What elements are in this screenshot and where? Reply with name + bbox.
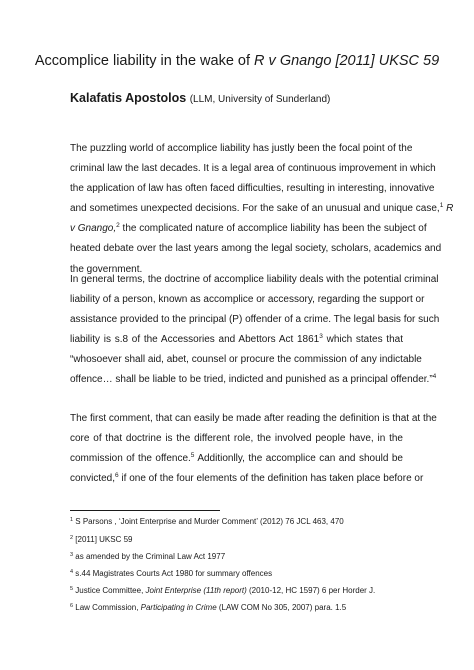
footnote-number: 1 [70, 517, 74, 523]
paragraph-text: liability is s.8 of the Accessories and Abettors Act 1861 [70, 334, 320, 346]
footnote-ref: 5 [190, 452, 195, 460]
paragraph-line: “whosoever shall aid, abet, counsel or procure the commission of any indictable [70, 354, 422, 366]
paragraph-3 [70, 409, 437, 489]
paragraph-line: heated debate over the last years among the legal society, scholars, academics and [70, 243, 442, 255]
paragraph-line: criminal law the last decades. It is a legal area of continuous improvement in which [70, 163, 436, 175]
footnote-text: s.44 Magistrates Courts Act 1980 for summary offences [73, 569, 273, 578]
footnote-title: Joint Enterprise (11th report) [145, 586, 247, 595]
footnote-3 [70, 552, 225, 562]
paragraph-text: Additionlly, the accomplice can and should be [194, 453, 403, 465]
footnote-text: (2010-12, HC 1597) 6 per Horder J. [246, 586, 376, 595]
paragraph-text: if one of the four elements of the definition has taken place before or [118, 473, 424, 485]
footnote-6 [70, 603, 346, 613]
paragraph-text: convicted, [70, 473, 116, 485]
paragraph-line: The first comment, that can easily be made after reading the definition is that at the [70, 413, 437, 424]
case-name: v Gnango, [70, 223, 117, 235]
footnote-ref: 2 [116, 222, 120, 230]
footnote-number: 6 [70, 603, 74, 609]
footnote-text: Justice Committee, [73, 586, 146, 595]
paragraph-line [70, 370, 437, 390]
paragraph-line: the application of law has often faced difficulties, resulting in interesting, innovative [70, 183, 435, 195]
paragraph-line: core of that doctrine is the different role, the involved people have, in the [70, 433, 403, 445]
footnote-number: 4 [70, 569, 74, 575]
footnote-ref: 3 [319, 333, 323, 341]
footnote-number: 3 [70, 552, 74, 558]
paragraph-line [70, 199, 454, 219]
paragraph-line: The puzzling world of accomplice liability has justly been the focal point of the [70, 143, 413, 154]
footnote-ref: 1 [439, 202, 444, 210]
paragraph-text: and sometimes unexpected decisions. For the sake of an unusual and unique case, [70, 203, 440, 215]
paragraph-line [70, 469, 424, 489]
footnote-text: as amended by the Criminal Law Act 1977 [73, 552, 226, 561]
paragraph-line: In general terms, the doctrine of accomplice liability deals with the potential criminal [70, 274, 439, 285]
author-line [70, 90, 330, 108]
footnote-separator [70, 510, 220, 511]
case-name: R [446, 203, 454, 215]
paragraph-line [70, 219, 427, 239]
footnote-2 [70, 535, 133, 545]
footnote-number: 2 [70, 535, 74, 541]
footnote-ref: 6 [115, 472, 119, 480]
paragraph-text: which states that [322, 334, 403, 346]
title-case-name: R v Gnango [2011] UKSC 59 [254, 53, 440, 69]
footnote-4 [70, 569, 272, 579]
footnote-1 [70, 517, 344, 527]
paragraph-2 [70, 270, 440, 391]
author-affiliation: (LLM, University of Sunderland) [189, 94, 331, 105]
paragraph-text: offence… shall be liable to be tried, indicted and punished as a principal offender.” [70, 374, 433, 386]
title-text: Accomplice liability in the wake of [34, 53, 255, 69]
paragraph-line [70, 449, 403, 469]
paragraph-line: the government. [70, 263, 143, 275]
paragraph-text: the complicated nature of accomplice liability has been the subject of [119, 223, 427, 235]
paragraph-line [70, 330, 403, 350]
author-name: Kalafatis Apostolos [70, 91, 187, 105]
paragraph-line: assistance provided to the principal (P) offender of a crime. The legal basis for such [70, 314, 440, 326]
footnote-ref: 4 [432, 373, 437, 381]
footnote-text: Law Commission, [73, 603, 141, 612]
footnote-title: Participating in Crime [140, 603, 217, 612]
footnote-text: [2011] UKSC 59 [73, 535, 133, 544]
document-title [0, 52, 474, 70]
footnote-5 [70, 586, 375, 596]
paragraph-line: liability of a person, known as accomplice or accessory, regarding the support or [70, 294, 425, 306]
footnote-number: 5 [70, 586, 74, 592]
footnote-text: (LAW COM No 305, 2007) para. 1.5 [216, 603, 347, 612]
footnote-text: S Parsons , ‘Joint Enterprise and Murder Comment’ (2012) 76 JCL 463, 470 [73, 517, 344, 526]
paragraph-text: commission of the offence. [70, 453, 191, 465]
